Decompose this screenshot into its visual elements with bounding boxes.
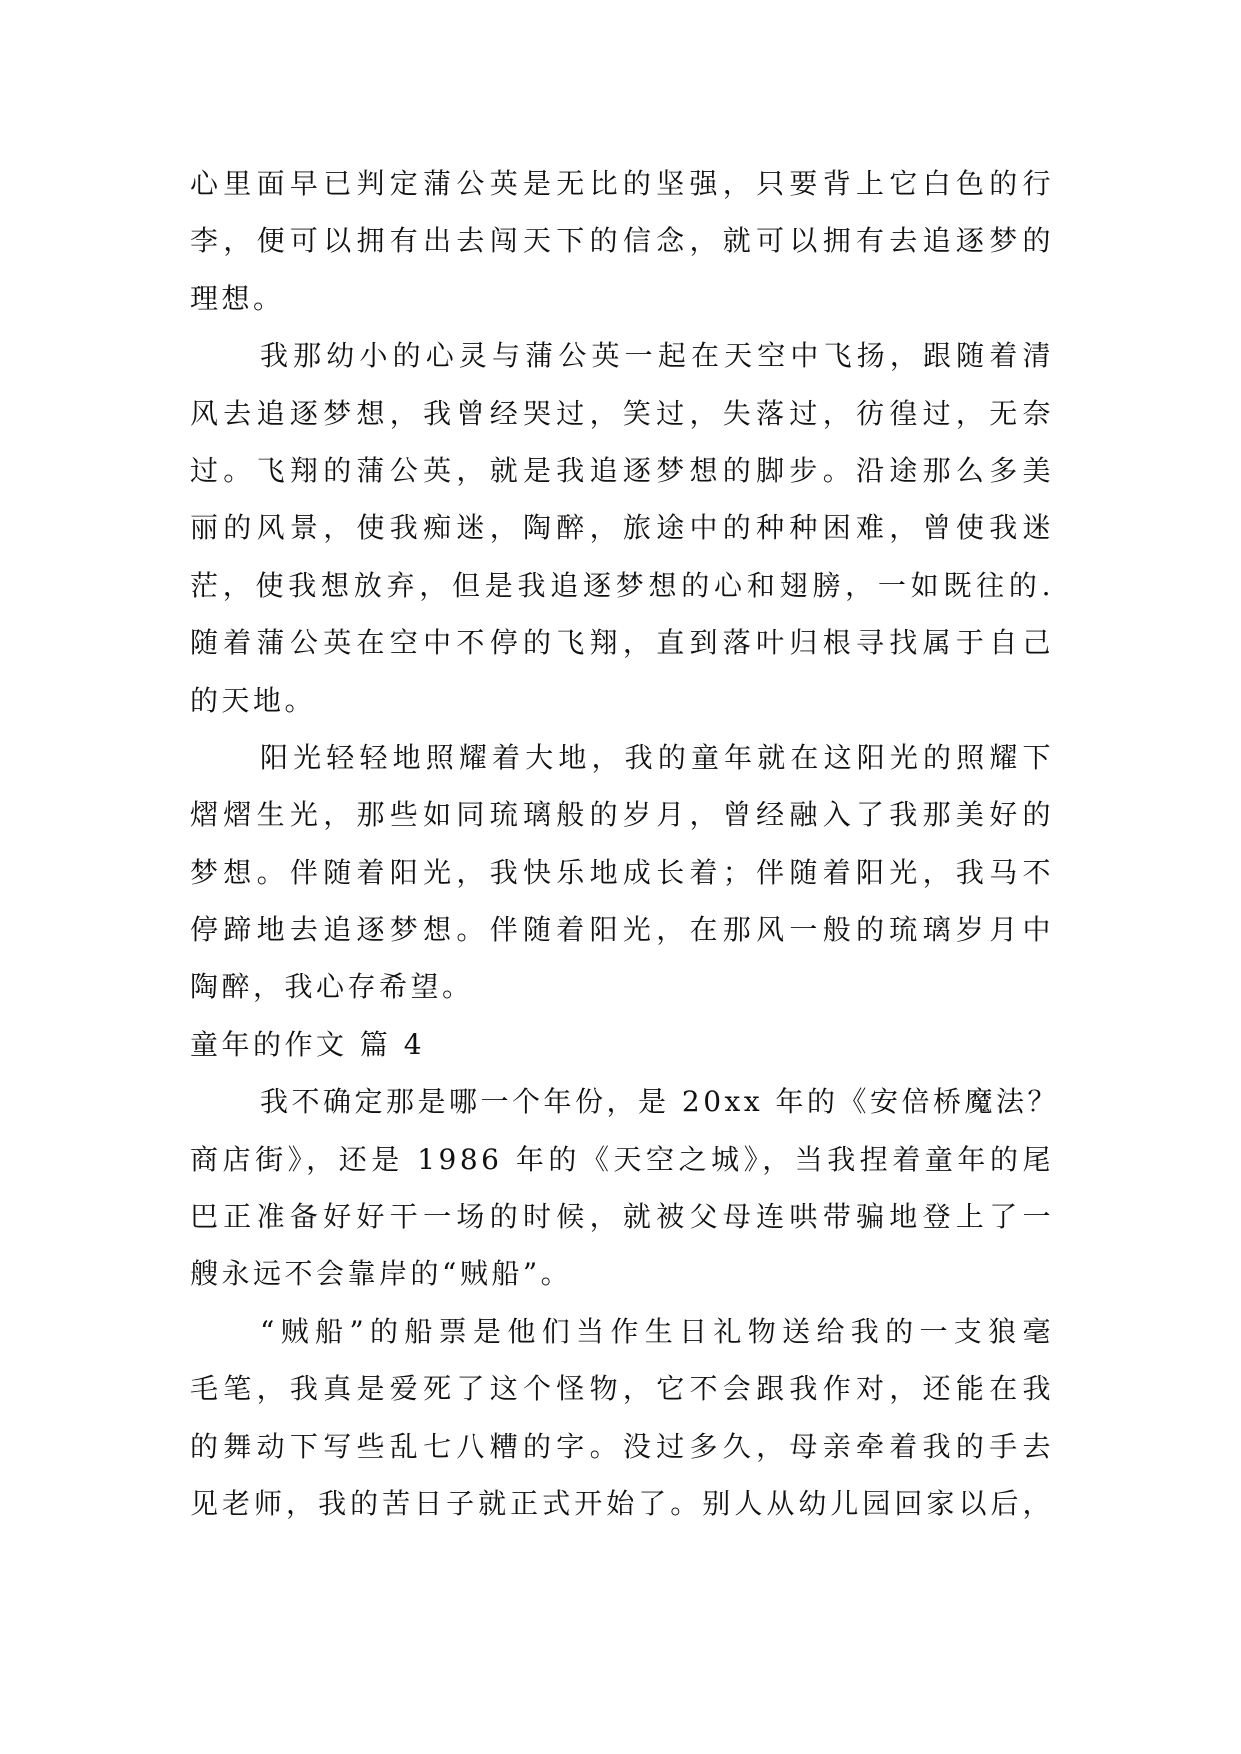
- paragraph: [190, 729, 1054, 1016]
- paragraph: [190, 1073, 1060, 1303]
- text-line: 李，便可以拥有出去闯天下的信念，就可以拥有去追逐梦的: [190, 224, 1054, 258]
- text-line: 熠熠生光，那些如同琉璃般的岁月，曾经融入了我那美好的: [190, 798, 1054, 832]
- text-line: 理想。: [190, 281, 285, 315]
- text-line: 陶醉，我心存希望。: [190, 970, 474, 1004]
- document-body: [190, 155, 1060, 1532]
- text-line: 巴正准备好好干一场的时候，就被父母连哄带骗地登上了一: [190, 1200, 1054, 1234]
- text-line: 我那幼小的心灵与蒲公英一起在天空中飞扬，跟随着清: [260, 339, 1054, 373]
- text-line: 阳光轻轻地照耀着大地，我的童年就在这阳光的照耀下: [260, 740, 1054, 774]
- text-line: 停蹄地去追逐梦想。伴随着阳光，在那风一般的琉璃岁月中: [190, 913, 1054, 947]
- text-line: 丽的风景，使我痴迷，陶醉，旅途中的种种困难，曾使我迷: [190, 511, 1054, 545]
- text-line: 茫，使我想放弃，但是我追逐梦想的心和翅膀，一如既往的.: [190, 568, 1054, 602]
- text-line: 毛笔，我真是爱死了这个怪物，它不会跟我作对，还能在我: [190, 1372, 1054, 1406]
- text-line: 过。飞翔的蒲公英，就是我追逐梦想的脚步。沿途那么多美: [190, 453, 1054, 487]
- text-line: 见老师，我的苦日子就正式开始了。别人从幼儿园回家以后，: [190, 1486, 1054, 1520]
- section-heading: 童年的作文 篇 4: [190, 1027, 426, 1061]
- text-line: 梦想。伴随着阳光，我快乐地成长着；伴随着阳光，我马不: [190, 855, 1054, 889]
- text-line: 的天地。: [190, 683, 317, 717]
- text-line: 商店街》，还是 1986 年的《天空之城》，当我捏着童年的尾: [190, 1142, 1054, 1176]
- text-line: 艘永远不会靠岸的“贼船”。: [190, 1257, 573, 1291]
- text-line: 我不确定那是哪一个年份，是 20xx 年的《安倍桥魔法？: [260, 1085, 1060, 1119]
- paragraph: [190, 1303, 1054, 1533]
- paragraph: [190, 155, 1054, 327]
- text-line: 心里面早已判定蒲公英是无比的坚强，只要背上它白色的行: [190, 167, 1054, 200]
- text-line: 风去追逐梦想，我曾经哭过，笑过，失落过，彷徨过，无奈: [190, 396, 1054, 430]
- text-line: “贼船”的船票是他们当作生日礼物送给我的一支狼毫: [260, 1314, 1054, 1348]
- text-line: 的舞动下写些乱七八糟的字。没过多久，母亲牵着我的手去: [190, 1429, 1054, 1463]
- text-line: 随着蒲公英在空中不停的飞翔，直到落叶归根寻找属于自己: [190, 626, 1054, 660]
- paragraph: [190, 327, 1054, 729]
